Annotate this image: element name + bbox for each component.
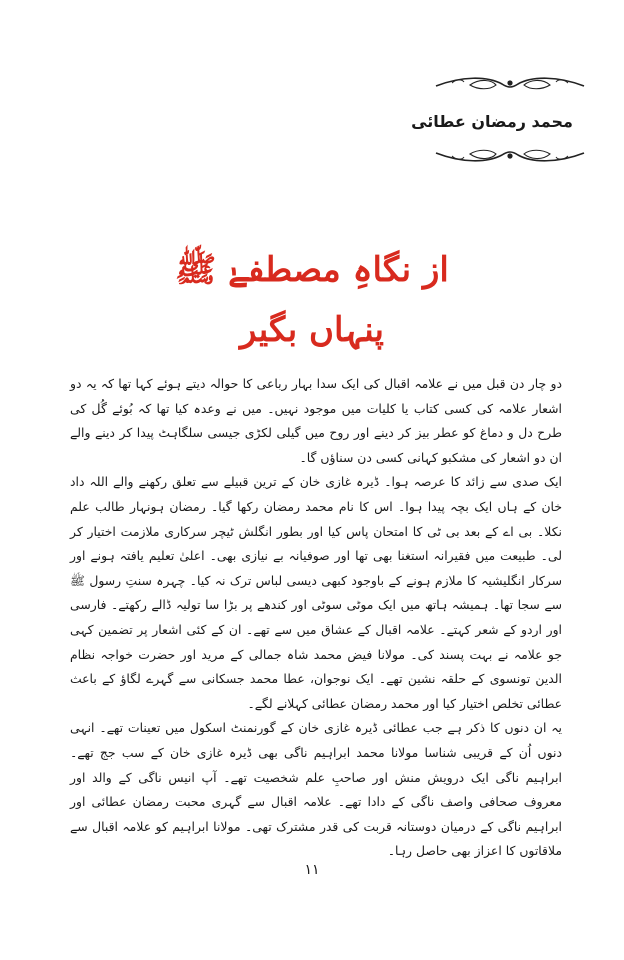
author-name: محمد رمضان عطائی: [411, 112, 573, 131]
top-ornament-flourish: [432, 70, 588, 98]
chapter-title: از نگاہِ مصطفےٰ ﷺ پنہاں بگیر: [175, 250, 449, 350]
article-body: [70, 372, 562, 864]
paragraph-1: دو چار دن قبل میں نے علامہ اقبال کی ایک سدا بہار رباعی کا حوالہ دیتے ہوئے کہا تھا کہ یہ دو اشعار علامہ کی کسی کتاب یا کلیات میں موجود نہیں۔ میں نے وعدہ کیا تھا کہ بُوئے گُل کی طرح دل و دماغ کو عطر بیز کر دینے اور روح میں گیلی لکڑی جیسی سلگاہٹ پیدا کر دینے والے ان دو اشعار کی مشکبو کہانی کسی دن سناؤں گا۔: [70, 376, 562, 465]
paragraph-3: یہ ان دنوں کا ذکر ہے جب عطائی ڈیرہ غازی خان کے گورنمنٹ اسکول میں تعینات تھے۔ انہی دنوں اُن کے قریبی شناسا مولانا محمد ابراہیم ناگی بھی ڈیرہ غازی خان کے سب جج تھے۔ ابراہیم ناگی ایک درویش منش اور صاحبِ علم شخصیت تھے۔ آپ انیس ناگی کے والد اور معروف صحافی واصف ناگی کے دادا تھے۔ علامہ اقبال سے گہری محبت رمضان عطائی اور ابراہیم ناگی کے درمیان دوستانہ قربت کی قدر مشترک تھی۔ مولانا ابراہیم کو علامہ اقبال سے ملاقاتوں کا اعزاز بھی حاصل رہا۔: [70, 720, 562, 859]
paragraph-2: ایک صدی سے زائد کا عرصہ ہوا۔ ڈیرہ غازی خان کے ترین قبیلے سے تعلق رکھنے والے اللہ داد خان کے ہاں ایک بچہ پیدا ہوا۔ اس کا نام محمد رمضان رکھا گیا۔ رمضان ہونہار طالب علم نکلا۔ بی اے کے بعد بی ٹی کا امتحان پاس کیا اور بطور انگلش ٹیچر سرکاری ملازمت اختیار کر لی۔ طبیعت میں فقیرانہ استغنا بھی تھا اور صوفیانہ بے نیازی بھی۔ اعلیٰ تعلیم یافتہ ہونے اور سرکار انگلیشیہ کا ملازم ہونے کے باوجود کبھی دیسی لباس ترک نہ کیا۔ چہرہ سنتِ رسول ﷺ سے سجا تھا۔ ہمیشہ ہاتھ میں ایک موٹی سوٹی اور کندھے پر بڑا سا تولیہ ڈالے رکھتے۔ فارسی اور اردو کے شعر کہتے۔ علامہ اقبال کے عشاق میں سے تھے۔ ان کے کئی اشعار پر تضمین کہی جو علامہ نے بہت پسند کی۔ مولانا فیض محمد شاہ جمالی کے مرید اور حضرت خواجہ نظام الدین تونسوی کے حلقہ نشین تھے۔ ایک نوجوان، عطا محمد جسکانی سے گہرے لگاؤ کے باعث عطائی تخلص اختیار کیا اور محمد رمضان عطائی کہلانے لگے۔: [70, 474, 562, 711]
page-number: ۱۱: [304, 862, 320, 878]
bottom-ornament-flourish: [432, 141, 588, 169]
